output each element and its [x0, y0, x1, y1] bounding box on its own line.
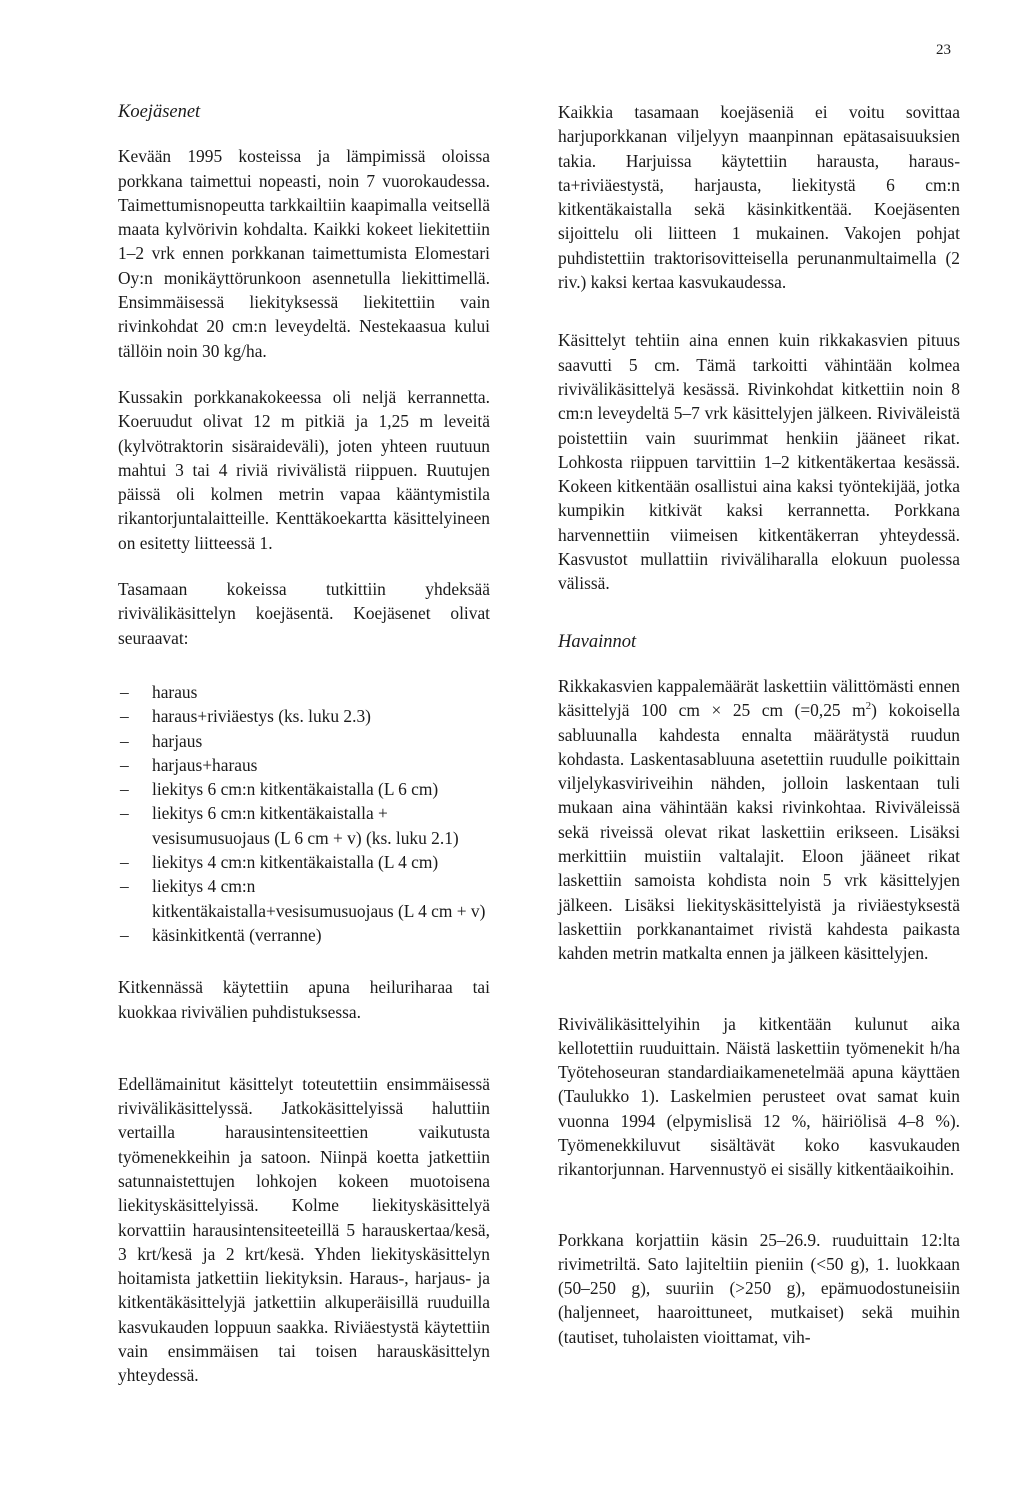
paragraph [558, 674, 960, 966]
section-heading-havainnot: Havainnot [558, 631, 637, 652]
list-item: – liekitys 4 cm:n kitkentäkaistalla+vesisumusuojaus (L 4 cm + v) [118, 874, 490, 923]
paragraph: Kitkennässä käytettiin apuna heiluriharaa tai kuokkaa rivivälien puhdistuksessa. [118, 977, 490, 1022]
list-item: – haraus+riviäestys (ks. luku 2.3) [118, 704, 490, 728]
left-column [118, 100, 490, 1410]
paragraph: Käsittelyt tehtiin aina ennen kuin rikkakasvien pituus saavutti 5 cm. Tämä tarkoitti vähintään kolmea rivivälikäsittelyä kesässä. Rivinkohdat kitkettiin noin 8 cm:n leveydeltä 5–7 vrk käsittelyjen jälkeen. Riviväleistä poistettiin vain suurimmat henkiin jääneet rikat. Lohkosta riippuen tarvittiin 1–2 kitkentäkertaa kesässä. Kokeen kitkentään osallistui aina kaksi työntekijää, jotka kumpikin kitkivät kaksi kerrannetta. Porkkana harvennettiin viimeisen kitkentäkerran yhteydessä. Kasvustot mullattiin riviväliharalla elokuun puolessa välissä. [558, 330, 960, 594]
text-run: ) kokoisella sabluunalla kahdesta ennalta määrätystä ruudun kohdasta. Laskentasabluuna asetettiin ruudulle poikittain viljelykasviriveihin nähden, jolloin laskentaan tuli mukaan aina vähintään kaksi rivinkohtaa. Riviväleissä sekä riveissä olevat rikat laskettiin erikseen. Lisäksi merkittiin muistiin valtalajit. Eloon jääneet rikat laskettiin samoista kohdista noin 5 vrk käsittelyjen jälkeen. Lisäksi liekityskäsittelyistä ja riviäestyksestä laskettiin porkkanantaimet rivistä kahdesta paikasta kahden metrin matkalta ennen ja jälkeen käsittelyjen. [558, 700, 960, 964]
right-column [558, 100, 960, 1371]
list-item: – liekitys 6 cm:n kitkentäkaistalla + vesisumusuojaus (L 6 cm + v) (ks. luku 2.1) [118, 801, 490, 850]
list-item: – harjaus+haraus [118, 753, 490, 777]
text-run: Rikkakasvien kappalemäärät laskettiin välittömästi ennen käsittelyjä 100 cm × 25 cm (=0,25 m [558, 675, 960, 721]
list-item: – haraus [118, 680, 490, 704]
list-item: – käsinkitkentä (verranne) [118, 923, 490, 947]
list-item: – harjaus [118, 729, 490, 753]
section-heading-koejasenet: Koejäsenet [118, 102, 201, 122]
paragraph: Edellämainitut käsittelyt toteutettiin ensimmäisessä rivivälikäsittelyssä. Jatkokäsittelyissä haluttiin vertailla harausintensiteettien vaikutusta työmenekkeihin ja satoon. Niinpä koetta jatkettiin satunnaistettujen lohkojen kokeen muotoisena liekityskäsittelyissä. Kolme liekityskäsittelyä korvattiin harausintensiteeteillä 5 harauskertaa/kesä, 3 krt/kesä ja 2 krt/kesä. Yhden liekityskäsittelyn hoitamista jatkettiin liekityksin. Haraus-, harjaus- ja kitkentäkäsittelyjä jatkettiin alkuperäisillä ruuduilla kasvukauden loppuun saakka. Riviäestystä käytettiin vain ensimmäisen tai toisen harauskäsittelyn yhteydessä. [118, 1073, 490, 1386]
list-item: – liekitys 4 cm:n kitkentäkaistalla (L 4 cm) [118, 850, 490, 874]
treatment-list [118, 680, 490, 947]
paragraph: Kevään 1995 kosteissa ja lämpimissä oloissa porkkana taimettui nopeasti, noin 7 vuorokaudessa. Taimettumisnopeutta tarkkailtiin kaapimalla veitsellä maata kylvörivin kohdalta. Kaikki kokeet liekitettiin 1–2 vrk ennen porkkanan taimettumista Elomestari Oy:n monikäyttörunkoon asennetulla liekittimellä. Ensimmäisessä liekityksessä liekitettiin vain rivinkohdat 20 cm:n leveydeltä. Nestekaasua kului tällöin noin 30 kg/ha. [118, 146, 490, 361]
paragraph: Tasamaan kokeissa tutkittiin yhdeksää rivivälikäsittelyn koejäsentä. Koejäsenet olivat seuraavat: [118, 579, 490, 648]
paragraph: Kussakin porkkanakokeessa oli neljä kerrannetta. Koeruudut olivat 12 m pitkiä ja 1,25 m leveitä (kylvötraktorin sisäraideväli), joten yhteen ruutuun mahtui 3 tai 4 riviä rivivälistä riippuen. Ruutujen päissä oli kolmen metrin vapaa kääntymistila rikantorjuntalaitteille. Kenttäkoekartta käsittelyineen on esitetty liitteessä 1. [118, 386, 490, 553]
superscript: 2 [865, 700, 872, 713]
paragraph: Rivivälikäsittelyihin ja kitkentään kulunut aika kellotettiin ruuduittain. Näistä laskettiin työmenekit h/ha Työtehoseuran standardiaikamenetelmää apuna käyttäen (Taulukko 1). Laskelmien perusteet ovat samat kuin vuonna 1994 (elpymislisä 12 %, häiriölisä 4–8 %). Työmenekkiluvut sisältävät koko kasvukauden rikantorjunnan. Harvennustyö ei sisälly kitkentäaikoihin. [558, 1013, 960, 1180]
paragraph: Porkkana korjattiin käsin 25–26.9. ruuduittain 12:lta rivimetriltä. Sato lajiteltiin pieniin (<50 g), 1. luokkaan (50–250 g), suuriin (>250 g), epämuodostuneisiin (haljenneet, haaroittuneet, mutkaiset) sekä muihin (tautiset, tuholaisten vioittamat, vih- [558, 1229, 960, 1347]
list-item: – liekitys 6 cm:n kitkentäkaistalla (L 6 cm) [118, 777, 490, 801]
paragraph: Kaikkia tasamaan koejäseniä ei voitu sovittaa harjuporkkanan viljelyyn maanpinnan epätasaisuuksien takia. Harjuissa käytettiin harausta, haraus-ta+riviäestystä, harjausta, liekitystä 6 cm:n kitkentäkaistalla sekä käsinkitkentää. Koejäsenten sijoittelu oli liitteen 1 mukainen. Vakojen pohjat puhdistettiin traktorisovitteisella perunanmultaimella (2 riv.) kaksi kertaa kasvukaudessa. [558, 102, 960, 293]
page-number: 23 [936, 42, 951, 58]
